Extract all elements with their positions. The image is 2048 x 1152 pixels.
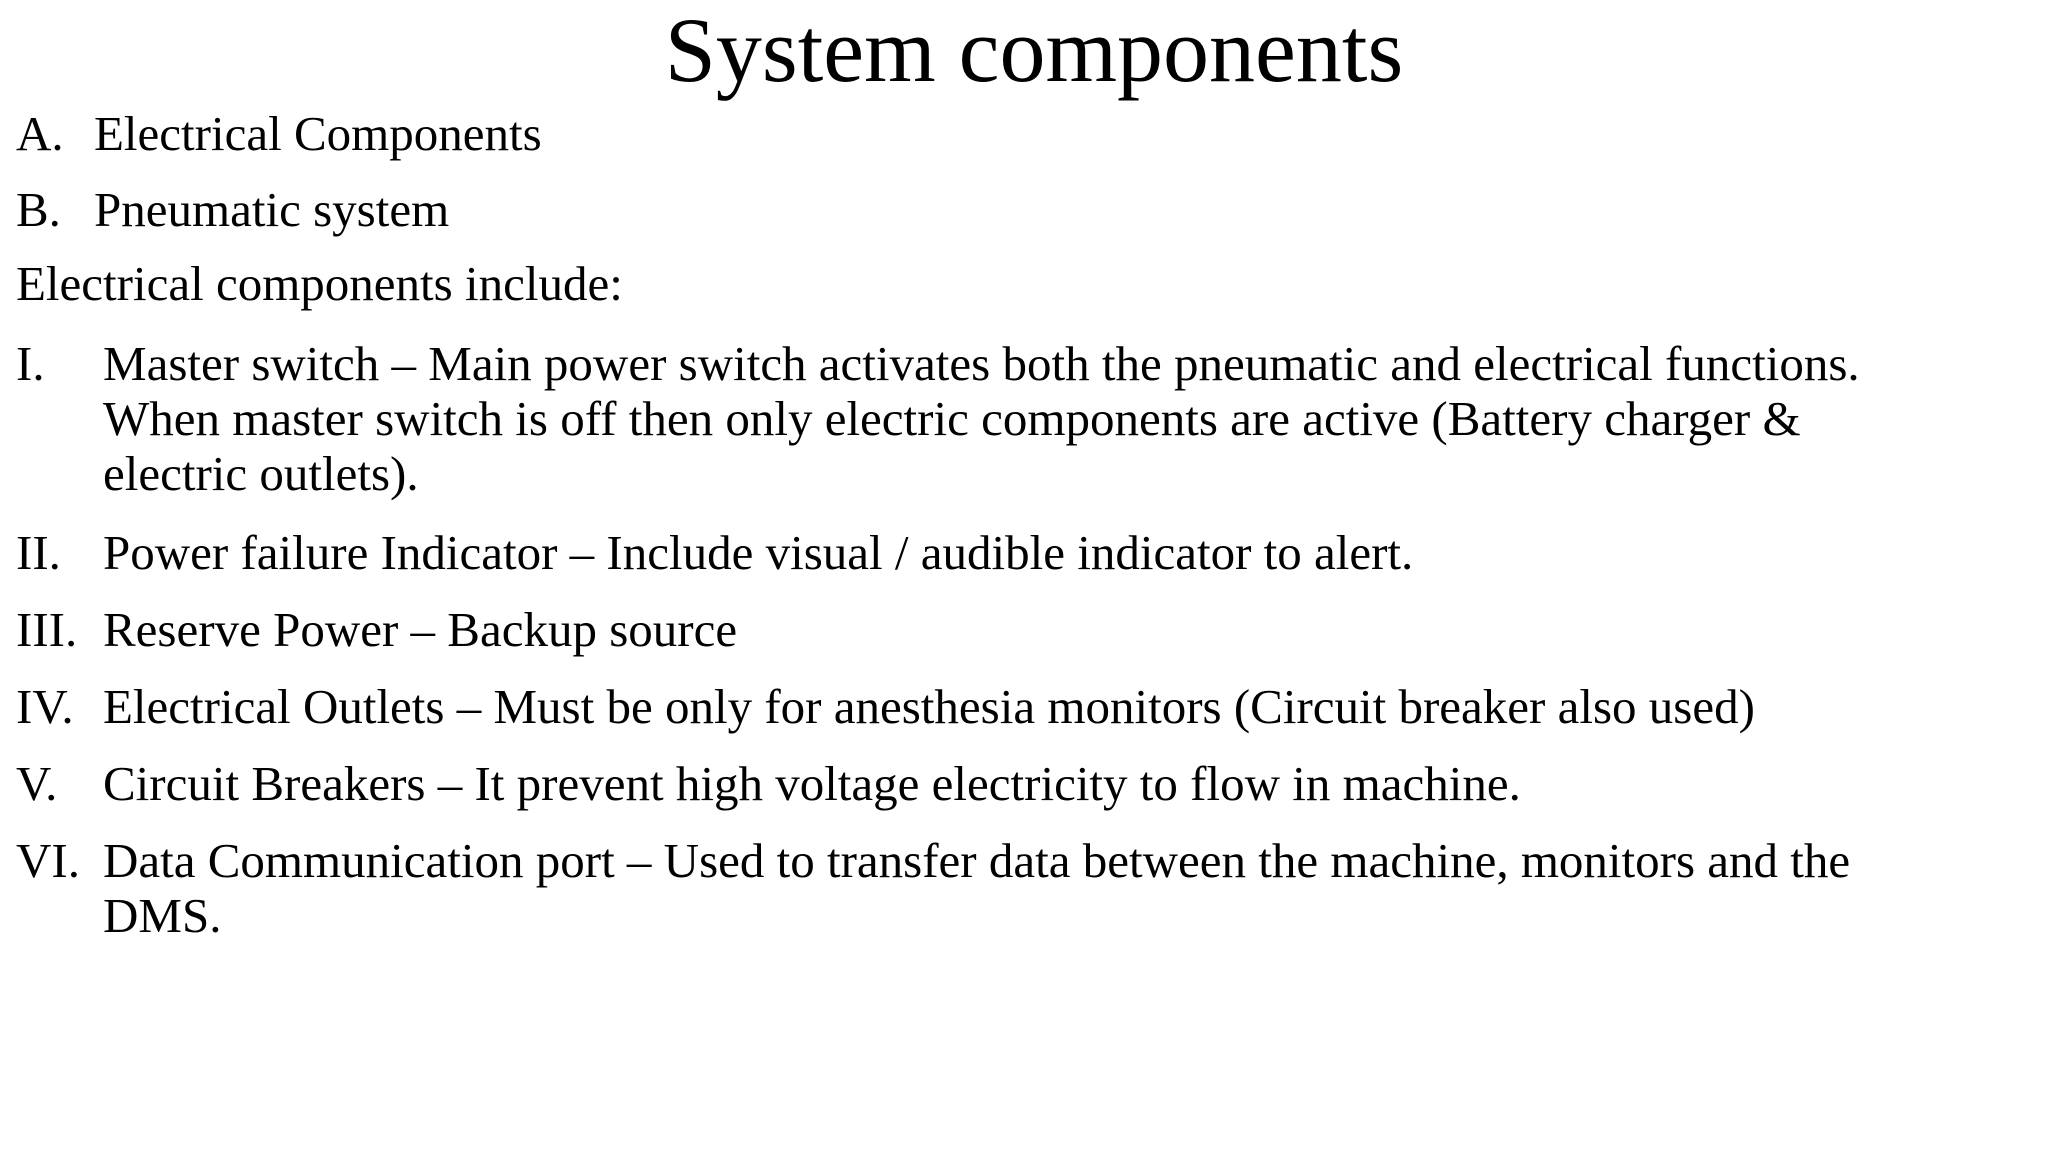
list-item-text: Electrical Components xyxy=(94,106,542,161)
list-item-text: Power failure Indicator – Include visual / audible indicator to alert. xyxy=(103,525,1414,580)
text-line: Data Communication port – Used to transfer data between the machine, monitors and the xyxy=(103,833,1851,888)
slide-title: System components xyxy=(664,0,1404,101)
text-line: Master switch – Main power switch activates both the pneumatic and electrical functions. xyxy=(103,336,1860,391)
section-intro: Electrical components include: xyxy=(16,256,623,311)
list-marker: II. xyxy=(16,525,61,580)
list-item-text: Reserve Power – Backup source xyxy=(103,602,738,657)
roman-item-ii xyxy=(16,525,2016,580)
list-marker: VI. xyxy=(16,833,80,888)
list-marker: A. xyxy=(16,106,64,161)
list-item-text: Electrical Outlets – Must be only for anesthesia monitors (Circuit breaker also used) xyxy=(103,679,1755,734)
list-marker: I. xyxy=(16,336,45,391)
list-marker: B. xyxy=(16,182,61,237)
roman-item-iv xyxy=(16,679,2016,734)
roman-item-i xyxy=(16,336,2016,501)
list-item-text xyxy=(103,833,2003,943)
list-marker: IV. xyxy=(16,679,74,734)
list-item-b xyxy=(16,182,449,237)
roman-item-vi xyxy=(16,833,2016,943)
list-item-a xyxy=(16,106,542,161)
list-marker: III. xyxy=(16,602,78,657)
list-item-text: Pneumatic system xyxy=(94,182,450,237)
text-line: When master switch is off then only electric components are active (Battery charger & xyxy=(103,391,1801,446)
text-line: electric outlets). xyxy=(103,446,419,501)
roman-item-iii xyxy=(16,602,2016,657)
list-item-text: Circuit Breakers – It prevent high voltage electricity to flow in machine. xyxy=(103,756,1521,811)
roman-item-v xyxy=(16,756,2016,811)
text-line: DMS. xyxy=(103,888,222,943)
list-item-text xyxy=(103,336,2003,501)
list-marker: V. xyxy=(16,756,58,811)
